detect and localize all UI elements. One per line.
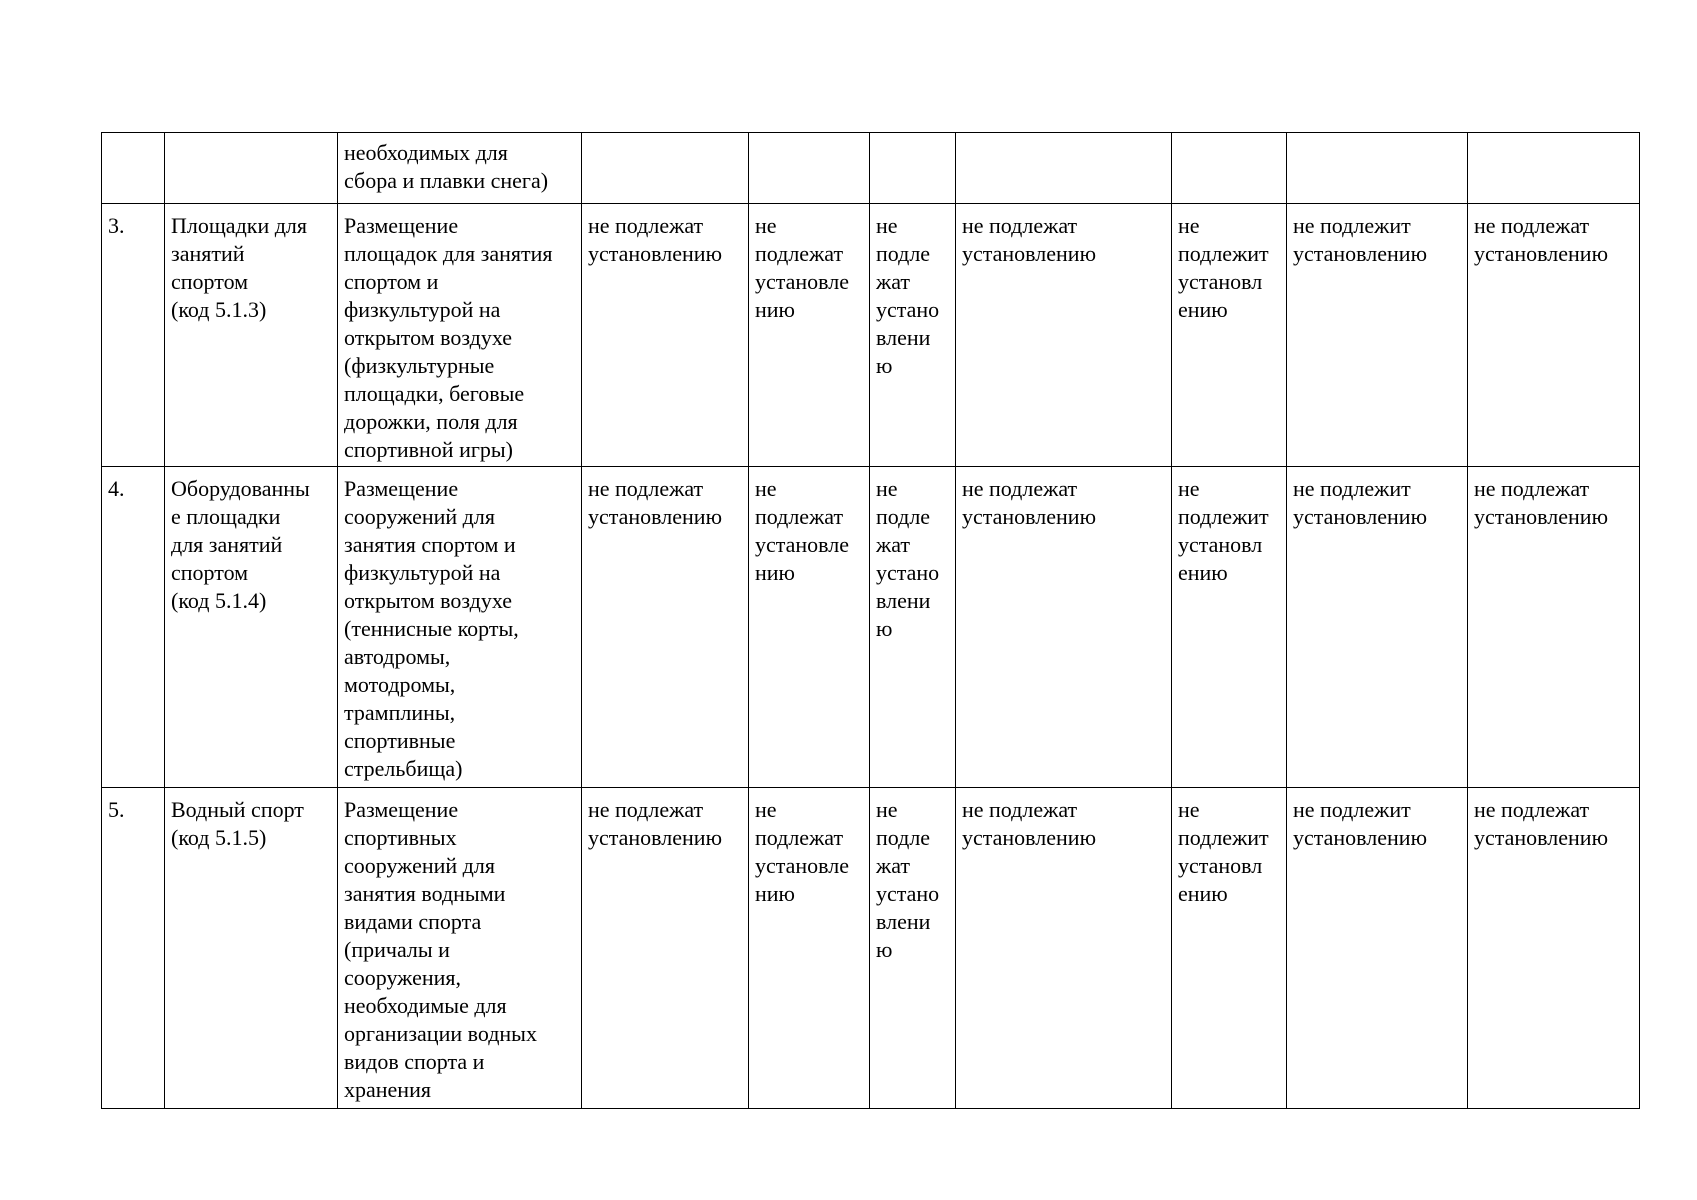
parameter-cell xyxy=(749,133,870,204)
parameter-cell: не подлежат установлению xyxy=(1468,788,1640,1109)
table-row xyxy=(102,788,1640,1109)
parameter-cell: не подлежит установл ению xyxy=(1172,788,1287,1109)
parameter-cell: не подлежат установлению xyxy=(1468,467,1640,788)
regulations-table xyxy=(101,132,1640,1109)
land-use-description: Размещение площадок для занятия спортом и физкультурой на открытом воздухе (физкультурные площадки, беговые дорожки, поля для спортивной игры) xyxy=(338,204,582,467)
parameter-cell: не подле жат устано влени ю xyxy=(870,467,956,788)
parameter-cell xyxy=(870,133,956,204)
parameter-cell: не подлежит установл ению xyxy=(1172,467,1287,788)
row-number: 3. xyxy=(102,204,165,467)
land-use-description: необходимых для сбора и плавки снега) xyxy=(338,133,582,204)
parameter-cell: не подлежат установлению xyxy=(582,204,749,467)
table-row xyxy=(102,467,1640,788)
parameter-cell: не подле жат устано влени ю xyxy=(870,204,956,467)
parameter-cell xyxy=(582,133,749,204)
land-use-description: Размещение сооружений для занятия спортом и физкультурой на открытом воздухе (теннисные корты, автодромы, мотодромы, трамплины, спортивные стрельбища) xyxy=(338,467,582,788)
parameter-cell xyxy=(956,133,1172,204)
table-row xyxy=(102,133,1640,204)
parameter-cell xyxy=(1287,133,1468,204)
parameter-cell: не подлежат установле нию xyxy=(749,204,870,467)
parameter-cell: не подлежит установлению xyxy=(1287,788,1468,1109)
parameter-cell: не подлежат установле нию xyxy=(749,467,870,788)
land-use-name: Площадки для занятий спортом (код 5.1.3) xyxy=(165,204,338,467)
parameter-cell: не подлежат установлению xyxy=(956,204,1172,467)
parameter-cell: не подлежат установлению xyxy=(956,467,1172,788)
parameter-cell: не подле жат устано влени ю xyxy=(870,788,956,1109)
parameter-cell xyxy=(1172,133,1287,204)
table-row xyxy=(102,204,1640,467)
parameter-cell: не подлежит установл ению xyxy=(1172,204,1287,467)
row-number xyxy=(102,133,165,204)
parameter-cell: не подлежат установлению xyxy=(582,788,749,1109)
parameter-cell: не подлежат установлению xyxy=(1468,204,1640,467)
land-use-description: Размещение спортивных сооружений для занятия водными видами спорта (причалы и сооружения, необходимые для организации водных видов спорта и хранения xyxy=(338,788,582,1109)
parameter-cell: не подлежат установле нию xyxy=(749,788,870,1109)
land-use-name: Водный спорт (код 5.1.5) xyxy=(165,788,338,1109)
parameter-cell: не подлежат установлению xyxy=(582,467,749,788)
parameter-cell: не подлежит установлению xyxy=(1287,204,1468,467)
row-number: 4. xyxy=(102,467,165,788)
land-use-name xyxy=(165,133,338,204)
parameter-cell xyxy=(1468,133,1640,204)
parameter-cell: не подлежат установлению xyxy=(956,788,1172,1109)
parameter-cell: не подлежит установлению xyxy=(1287,467,1468,788)
land-use-name: Оборудованны е площадки для занятий спортом (код 5.1.4) xyxy=(165,467,338,788)
row-number: 5. xyxy=(102,788,165,1109)
